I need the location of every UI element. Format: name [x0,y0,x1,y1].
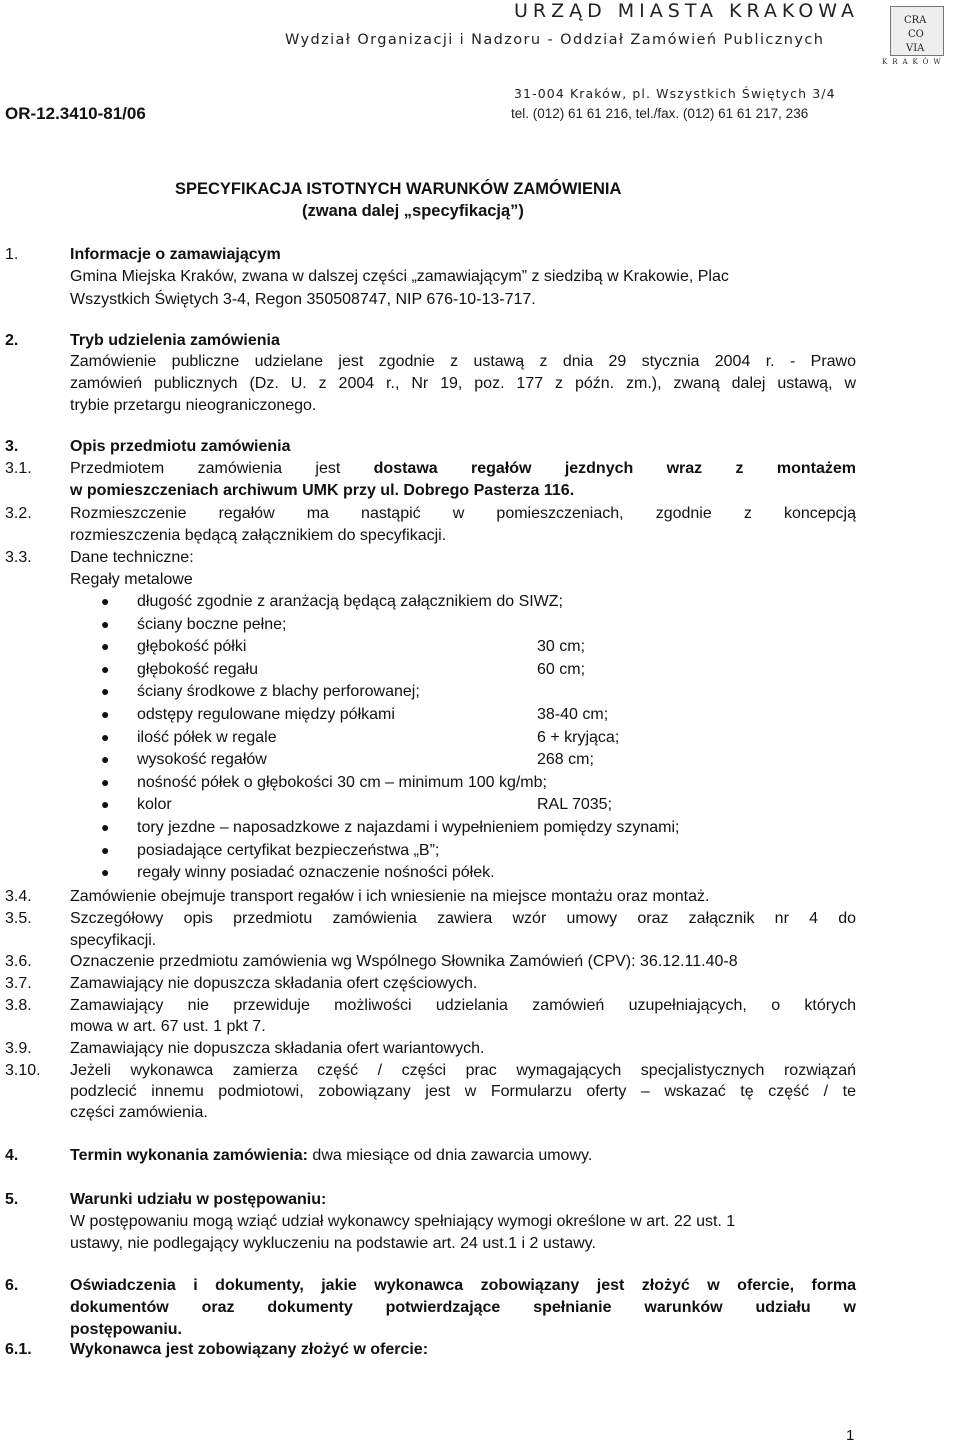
section-5-heading: Warunki udziału w postępowaniu: [70,1191,327,1208]
logo-line-1: CRA [904,15,927,26]
item-3-5-line-1: Szczegółowy opis przedmiotu zamówienia zawiera wzór umowy oraz załącznik nr 4 do [70,910,856,927]
item-3-10-line-3: części zamówienia. [70,1104,208,1121]
bullet-icon: ● [101,683,110,699]
bullet-item-text: wysokość regałów [137,751,267,768]
section-3-number: 3. [5,438,19,455]
section-2-line-2: zamówień publicznych (Dz. U. z 2004 r., Nr 19, poz. 177 z późn. zm.), zwaną dalej ustawą, w [70,375,856,392]
item-3-8-line-2: mowa w art. 67 ust. 1 pkt 7. [70,1018,266,1035]
section-5-number: 5. [5,1191,19,1208]
bullet-item-value: 38-40 cm; [537,706,609,723]
city-logo [880,4,956,68]
section-6-heading-line-1: Oświadczenia i dokumenty, jakie wykonawca zobowiązany jest złożyć w ofercie, forma [70,1277,856,1294]
section-3-heading: Opis przedmiotu zamówienia [70,438,291,455]
bullet-item-text: kolor [137,796,172,813]
item-3-8-number: 3.8. [5,997,32,1014]
office-name: URZĄD MIASTA KRAKOWA [514,0,860,22]
section-2-line-3: trybie przetargu nieograniczonego. [70,397,317,414]
bullet-item-value: RAL 7035; [537,796,613,813]
document-title: SPECYFIKACJA ISTOTNYCH WARUNKÓW ZAMÓWIENIA [175,180,622,198]
section-4-heading: Termin wykonania zamówienia: [70,1147,308,1164]
logo-caption: KRAKÓW [882,58,946,66]
item-3-1-number: 3.1. [5,460,32,477]
bullet-item-text: ilość półek w regale [137,729,277,746]
item-3-2-number: 3.2. [5,505,32,522]
bullet-item-text: głębokość półki [137,638,247,655]
bullet-icon: ● [101,638,110,654]
item-3-8-line-1: Zamawiający nie przewiduje możliwości udzielania zamówień uzupełniających, o których [70,997,856,1014]
section-6-number: 6. [5,1277,19,1294]
item-3-2-line-1: Rozmieszczenie regałów ma nastąpić w pomieszczeniach, zgodnie z koncepcją [70,505,856,522]
bullet-icon: ● [101,819,110,835]
section-5-line-1: W postępowaniu mogą wziąć udział wykonawcy spełniający wymogi określone w art. 22 ust. 1 [70,1213,736,1230]
item-3-1-emphasis: dostawa regałów jezdnych wraz z montażem [373,460,856,477]
section-4-number: 4. [5,1147,19,1164]
item-3-6-number: 3.6. [5,953,32,970]
bullet-item-text: długość zgodnie z aranżacją będącą załącznikiem do SIWZ; [137,593,563,610]
item-3-10-line-2: podzlecić innemu podmiotowi, zobowiązany jest w Formularzu oferty – wskazać tę część / te [70,1083,856,1100]
section-1-number: 1. [5,246,19,263]
bullet-icon: ● [101,661,110,677]
section-1-heading: Informacje o zamawiającym [70,246,281,263]
bullet-icon: ● [101,796,110,812]
bullet-icon: ● [101,864,110,880]
section-4-text: dwa miesiące od dnia zawarcia umowy. [307,1147,593,1164]
reference-number: OR-12.3410-81/06 [5,104,146,123]
bullet-item-value: 268 cm; [537,751,594,768]
bullet-item-value: 30 cm; [537,638,586,655]
section-1-line-1: Gmina Miejska Kraków, zwana w dalszej części „zamawiającym” z siedzibą w Krakowie, Plac [70,268,729,285]
item-3-10-number: 3.10. [5,1062,41,1079]
bullet-icon: ● [101,593,110,609]
item-3-1-line-2: w pomieszczeniach archiwum UMK przy ul. Dobrego Pasterza 116. [70,482,575,499]
item-3-3-subheading: Regały metalowe [70,571,193,588]
bullet-item-text: posiadające certyfikat bezpieczeństwa „B”; [137,842,440,859]
bullet-icon: ● [101,774,110,790]
office-phone: tel. (012) 61 61 216, tel./fax. (012) 61 61 217, 236 [511,106,809,121]
bullet-item-value: 6 + kryjąca; [537,729,620,746]
section-4-line [70,1147,592,1165]
section-2-number: 2. [5,332,19,349]
item-3-1-line-1 [70,460,856,478]
bullet-item-value: 60 cm; [537,661,586,678]
bullet-icon: ● [101,842,110,858]
bullet-icon: ● [101,751,110,767]
document-subtitle: (zwana dalej „specyfikacją”) [302,202,524,220]
item-3-9-number: 3.9. [5,1040,32,1057]
item-3-6-text: Oznaczenie przedmiotu zamówienia wg Wspólnego Słownika Zamówień (CPV): 36.12.11.40-8 [70,953,738,970]
bullet-item-text: ściany środkowe z blachy perforowanej; [137,683,420,700]
item-6-1-number: 6.1. [5,1341,32,1358]
item-3-4-number: 3.4. [5,888,32,905]
bullet-item-text: odstępy regulowane między półkami [137,706,395,723]
section-5-line-2: ustawy, nie podlegający wykluczeniu na podstawie art. 24 ust.1 i 2 ustawy. [70,1235,596,1252]
section-1-line-2: Wszystkich Świętych 3-4, Regon 350508747, NIP 676-10-13-717. [70,291,536,308]
item-3-4-text: Zamówienie obejmuje transport regałów i ich wniesienie na miejsce montażu oraz montaż. [70,888,710,905]
item-3-3-number: 3.3. [5,549,32,566]
bullet-icon: ● [101,706,110,722]
bullet-icon: ● [101,616,110,632]
bullet-item-text: regały winny posiadać oznaczenie nośności półek. [137,864,495,881]
office-address: 31-004 Kraków, pl. Wszystkich Świętych 3/4 [514,86,836,101]
item-6-1-text: Wykonawca jest zobowiązany złożyć w ofercie: [70,1341,429,1358]
item-3-7-text: Zamawiający nie dopuszcza składania ofert częściowych. [70,975,478,992]
logo-line-2: CO [908,29,924,40]
item-3-7-number: 3.7. [5,975,32,992]
item-3-3-heading: Dane techniczne: [70,549,194,566]
bullet-item-text: ściany boczne pełne; [137,616,287,633]
department-name: Wydział Organizacji i Nadzoru - Oddział Zamówień Publicznych [285,32,825,48]
section-2-line-1: Zamówienie publiczne udzielane jest zgodnie z ustawą z dnia 29 stycznia 2004 r. - Prawo [70,353,856,370]
item-3-10-line-1: Jeżeli wykonawca zamierza część / części prac wymagających specjalistycznych rozwiązań [70,1062,856,1079]
item-3-2-line-2: rozmieszczenia będącą załącznikiem do specyfikacji. [70,527,447,544]
item-3-9-text: Zamawiający nie dopuszcza składania ofert wariantowych. [70,1040,485,1057]
item-3-5-number: 3.5. [5,910,32,927]
bullet-icon: ● [101,729,110,745]
section-6-heading-line-2: dokumentów oraz dokumenty potwierdzające spełnianie warunków udziału w [70,1299,856,1316]
section-2-heading: Tryb udzielenia zamówienia [70,332,280,349]
bullet-item-text: głębokość regału [137,661,258,678]
logo-line-3: VIA [906,43,925,54]
bullet-item-text: tory jezdne – naposadzkowe z najazdami i wypełnieniem pomiędzy szynami; [137,819,680,836]
item-3-1-text: Przedmiotem zamówienia jest [70,460,341,477]
page-number: 1 [846,1427,855,1444]
section-6-heading-line-3: postępowaniu. [70,1321,182,1338]
bullet-item-text: nośność półek o głębokości 30 cm – minimum 100 kg/mb; [137,774,547,791]
item-3-5-line-2: specyfikacji. [70,932,157,949]
